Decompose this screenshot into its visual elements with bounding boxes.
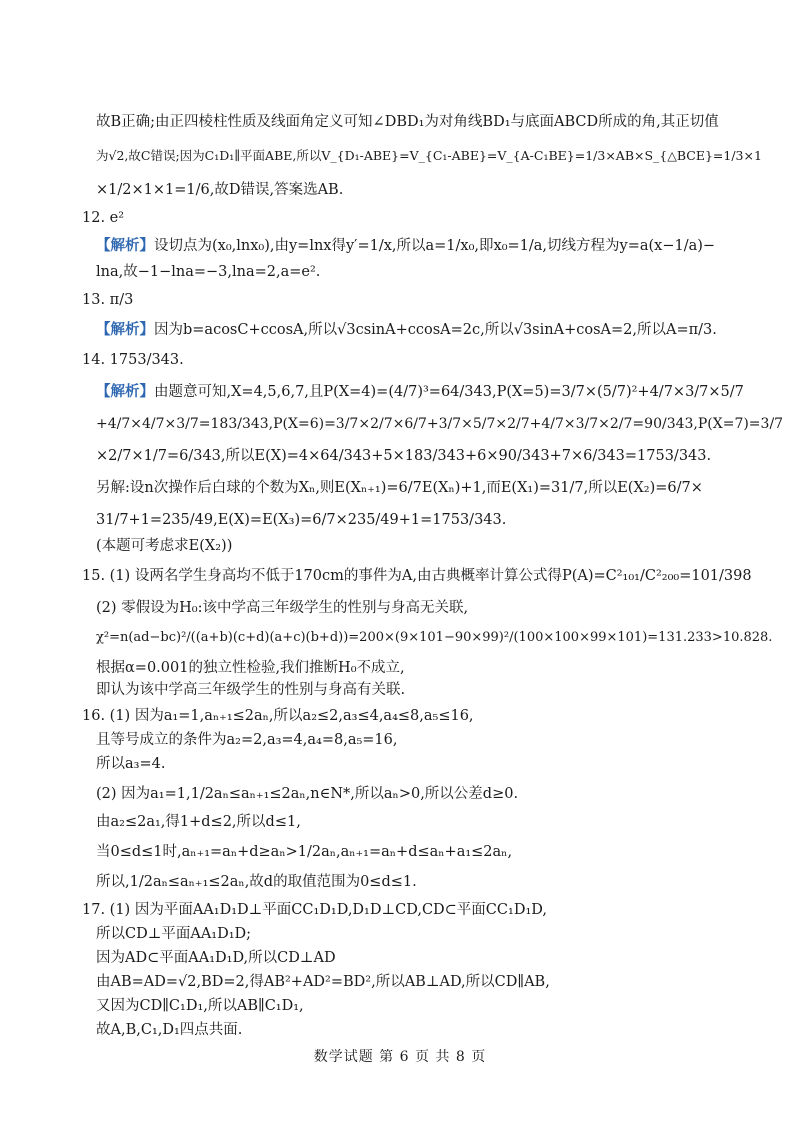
q16-line-2: 且等号成立的条件为a₂=2,a₃=4,a₄=8,a₅=16, (96, 732, 398, 748)
q17-line-1: 17. (1) 因为平面AA₁D₁D⊥平面CC₁D₁D,D₁D⊥CD,CD⊂平面CC₁D₁D, (82, 902, 547, 918)
q15-line-5: 即认为该中学高三年级学生的性别与身高有关联. (96, 682, 406, 698)
q14-analysis-line-3: ×2/7×1/7=6/343,所以E(X)=4×64/343+5×183/343+6×90/343+7×6/343=1753/343. (96, 448, 712, 464)
q17-line-6: 故A,B,C₁,D₁四点共面. (96, 1022, 243, 1038)
q13-analysis-line-1 (96, 320, 717, 340)
q17-line-2: 所以CD⊥平面AA₁D₁D; (96, 926, 252, 942)
q15-line-1: 15. (1) 设两名学生身高均不低于170cm的事件为A,由古典概率计算公式得P(A)=C²₁₀₁/C²₂₀₀=101/398 (82, 568, 752, 584)
analysis-tag: 【解析】 (96, 383, 154, 400)
analysis-tag: 【解析】 (96, 321, 154, 338)
q14-analysis-line-2: +4/7×4/7×3/7=183/343,P(X=6)=3/7×2/7×6/7+3/7×5/7×2/7+4/7×3/7×2/7=90/343,P(X=7)=3/7 (96, 416, 784, 432)
q12-analysis-line-2: lna,故−1−lna=−3,lna=2,a=e². (96, 264, 321, 280)
q17-line-4: 由AB=AD=√2,BD=2,得AB²+AD²=BD²,所以AB⊥AD,所以CD∥AB, (96, 974, 550, 990)
p11-line-1: 故B正确;由正四棱柱性质及线面角定义可知∠DBD₁为对角线BD₁与底面ABCD所成的角,其正切值 (96, 114, 719, 130)
q14-text-1: 由题意可知,X=4,5,6,7,且P(X=4)=(4/7)³=64/343,P(X=5)=3/7×(5/7)²+4/7×3/7×5/7 (154, 384, 744, 400)
q16-line-6: 当0≤d≤1时,aₙ₊₁=aₙ+d≥aₙ>1/2aₙ,aₙ₊₁=aₙ+d≤aₙ+a₁≤2aₙ, (96, 844, 513, 860)
page-footer: 数学试题 第 6 页 共 8 页 (313, 1049, 487, 1065)
q16-line-1: 16. (1) 因为a₁=1,aₙ₊₁≤2aₙ,所以a₂≤2,a₃≤4,a₄≤8,a₅≤16, (82, 708, 474, 724)
q15-line-3: χ²=n(ad−bc)²/((a+b)(c+d)(a+c)(b+d))=200×(9×101−90×99)²/(100×100×99×101)=131.233>10.828. (96, 630, 773, 645)
q16-line-7: 所以,1/2aₙ≤aₙ₊₁≤2aₙ,故d的取值范围为0≤d≤1. (96, 874, 417, 890)
p11-line-3: ×1/2×1×1=1/6,故D错误,答案选AB. (96, 182, 344, 198)
q14-analysis-line-6: (本题可考虑求E(X₂)) (96, 538, 233, 554)
q16-line-5: 由a₂≤2a₁,得1+d≤2,所以d≤1, (96, 814, 301, 830)
q14-analysis-line-4: 另解:设n次操作后白球的个数为Xₙ,则E(Xₙ₊₁)=6/7E(Xₙ)+1,而E(X₁)=31/7,所以E(X₂)=6/7× (96, 480, 703, 496)
q16-line-4: (2) 因为a₁=1,1/2aₙ≤aₙ₊₁≤2aₙ,n∈N*,所以aₙ>0,所以公差d≥0. (96, 786, 519, 802)
q13-answer: 13. π/3 (82, 292, 134, 308)
p11-line-2: 为√2,故C错误;因为C₁D₁∥平面ABE,所以V_{D₁-ABE}=V_{C₁-ABE}=V_{A-C₁BE}=1/3×AB×S_{△BCE}=1/3×1 (96, 148, 762, 163)
q17-line-3: 因为AD⊂平面AA₁D₁D,所以CD⊥AD (96, 950, 336, 966)
q12-text-1: 设切点为(x₀,lnx₀),由y=lnx得y′=1/x,所以a=1/x₀,即x₀=1/a,切线方程为y=a(x−1/a)− (154, 238, 716, 254)
q13-text-1: 因为b=acosC+ccosA,所以√3csinA+ccosA=2c,所以√3sinA+cosA=2,所以A=π/3. (154, 322, 717, 338)
q15-line-2: (2) 零假设为H₀:该中学高三年级学生的性别与身高无关联, (96, 600, 469, 616)
q14-analysis-line-1 (96, 382, 744, 402)
q14-analysis-line-5: 31/7+1=235/49,E(X)=E(X₃)=6/7×235/49+1=1753/343. (96, 512, 507, 528)
q17-line-5: 又因为CD∥C₁D₁,所以AB∥C₁D₁, (96, 998, 304, 1014)
q15-line-4: 根据α=0.001的独立性检验,我们推断H₀不成立, (96, 660, 405, 676)
q12-answer: 12. e² (82, 210, 125, 226)
analysis-tag: 【解析】 (96, 237, 154, 254)
q14-answer: 14. 1753/343. (82, 352, 184, 368)
q16-line-3: 所以a₃=4. (96, 756, 166, 772)
q12-analysis-line-1 (96, 236, 715, 256)
